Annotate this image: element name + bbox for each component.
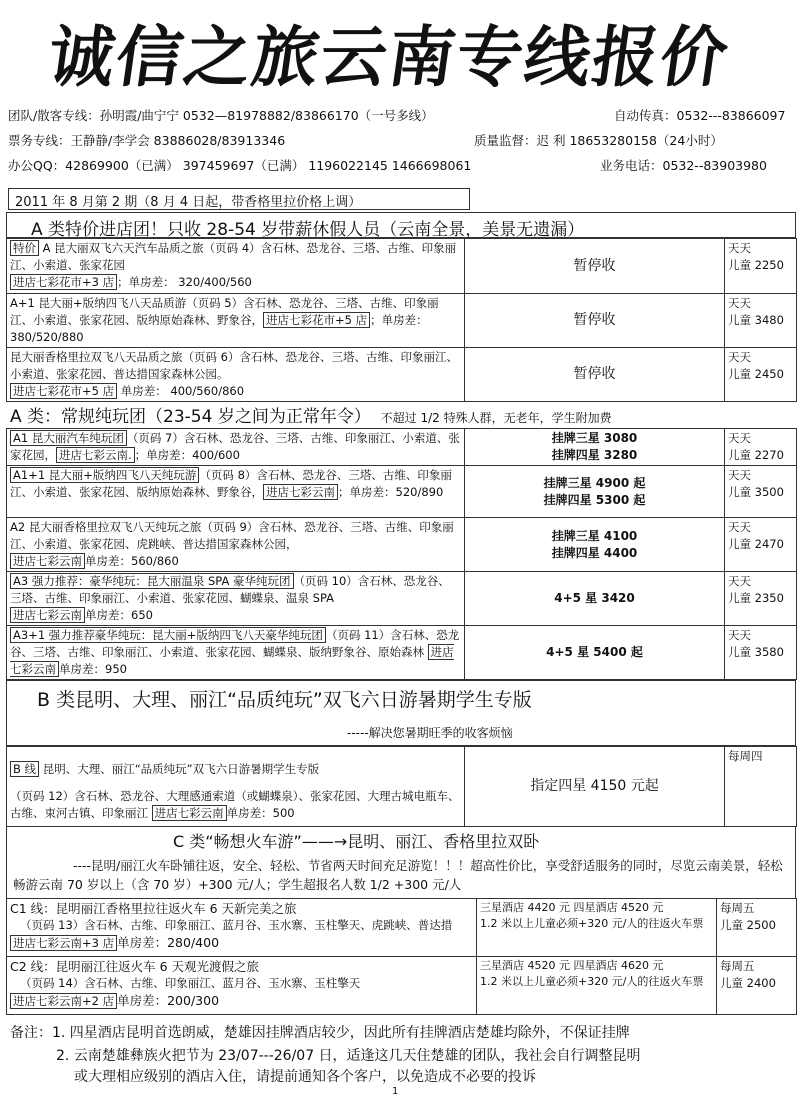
- table-row: [7, 466, 797, 518]
- shop-label: 进店七彩云南: [263, 484, 338, 500]
- shop-label: 进店七彩云南+3 店: [10, 935, 117, 951]
- room-diff: 单房差：560/860: [85, 554, 179, 568]
- page-number: 1: [392, 1086, 399, 1097]
- price-3star: 挂牌三星 4900 起: [543, 475, 646, 490]
- child-price: 儿童 2470: [728, 537, 784, 551]
- price-3star: 挂牌三星 4100: [551, 528, 638, 543]
- page-title: 诚信之旅云南专线报价: [43, 18, 735, 96]
- price-cell: 暂停收: [465, 294, 725, 348]
- note-1: 1. 四星酒店昆明首选朗威，楚雄因挂牌酒店较少，因此所有挂牌酒店楚雄均除外，不保证挂牌: [52, 1025, 630, 1041]
- room-diff: ；单房差：400/600: [134, 448, 240, 462]
- price-4star: 挂牌四星 3280: [551, 448, 638, 462]
- room-diff: 单房差：950: [59, 662, 127, 676]
- issue-banner: 2011 年 8 月第 2 期（8 月 4 日起，带香格里拉价格上调）: [8, 188, 470, 210]
- price-3star: 挂牌三星 3080: [551, 431, 638, 445]
- room-diff: 单房差：500: [226, 806, 295, 820]
- row-title: 昆明、大理、丽江“品质纯玩”双飞六日游暑期学生专版: [42, 762, 320, 776]
- days-label: 每周五: [720, 959, 755, 973]
- section-b-subtitle: -----解决您暑期旺季的收客烦恼: [347, 726, 513, 740]
- notes-line-1: [10, 1022, 630, 1042]
- row-text: （页码 7）含石林、恐龙谷、三塔、古维、印象丽江、小索道、张家花园，: [10, 431, 460, 462]
- child-price: 儿童 2350: [728, 591, 784, 605]
- days-label: 每周五: [720, 901, 755, 915]
- hotel-prices: 三星酒店 4520 元 四星酒店 4620 元: [480, 959, 664, 972]
- contact-line-3: [8, 156, 798, 174]
- child-price: 儿童 2250: [728, 258, 784, 272]
- child-price: 儿童 2450: [728, 367, 784, 381]
- days-label: 每周四: [725, 747, 797, 827]
- table-row: [7, 747, 797, 827]
- tag-label: A1+1 昆大丽+版纳四飞八天纯玩游: [10, 467, 199, 483]
- note-2a: 2. 云南楚雄彝族火把节为 23/07---26/07 日，适逢这几天住楚雄的团队，我社会自行调整昆明: [56, 1048, 641, 1064]
- table-row: [7, 899, 797, 957]
- row-text: （页码 8）含石林、恐龙谷、三塔、古维、印象丽江、小索道、张家花园、版纳原始森林、野象谷，: [10, 468, 452, 499]
- room-diff: 单房差：650: [85, 608, 153, 622]
- price-4star: 挂牌四星 5300 起: [543, 492, 646, 507]
- price-cell: 指定四星 4150 元起: [465, 747, 725, 827]
- section-c-intro: ----昆明/丽江火车卧铺往返，安全、轻松、节省两天时间充足游览！！！超高性价比，享受舒适服务的同时，尽览云南美景，轻松畅游云南 70 岁以上（含 70 岁）+300 元/人；学生超报名人数 1/2 +300 元/人: [13, 858, 783, 892]
- days-label: 天天: [728, 350, 751, 364]
- shop-label: 进店七彩花市+5 店: [263, 312, 370, 328]
- row-text: （页码 13）含石林、古维、印象丽江、蓝月谷、玉水寨、玉柱擎天、虎跳峡、普达措: [20, 918, 453, 932]
- row-text: 昆大丽香格里拉双飞八天品质之旅（页码 6）含石林、恐龙谷、三塔、古维、印象丽江、小索道、张家花园、普达措国家森林公园。: [10, 350, 458, 381]
- tag-label: A3+1 强力推荐豪华纯玩：昆大丽+版纳四飞八天豪华纯玩团: [10, 627, 326, 643]
- child-price: 儿童 3580: [728, 645, 784, 659]
- row-text: A 昆大丽双飞六天汽车品质之旅（页码 4）含石林、恐龙谷、三塔、古维、印象丽江、小索道、张家花园: [10, 241, 457, 272]
- row-text: （页码 14）含石林、古维、印象丽江、蓝月谷、玉水寨、玉柱擎天: [20, 976, 361, 990]
- price-45star: 4+5 星 5400 起: [546, 645, 643, 659]
- section-a1-header: A 类特价进店团！只收 28-54 岁带薪休假人员（云南全景，美景无遗漏）: [6, 212, 796, 238]
- room-diff: 单房差：200/300: [117, 993, 220, 1008]
- shop-label: 进店七彩花市+5 店: [10, 383, 117, 399]
- table-row: [7, 429, 797, 466]
- shop-label: 进店七彩云南+2 店: [10, 993, 117, 1009]
- section-b-header: [6, 680, 796, 746]
- section-a2-header: [6, 400, 796, 426]
- child-price: 儿童 3480: [728, 313, 784, 327]
- row-title: C2 线：昆明丽江往返火车 6 天观光渡假之旅: [10, 959, 260, 974]
- section-c-table: [6, 898, 797, 1015]
- room-diff: ；单房差： 320/400/560: [117, 275, 252, 289]
- hotel-prices: 三星酒店 4420 元 四星酒店 4520 元: [480, 901, 664, 914]
- section-b-title: B 类昆明、大理、丽江“品质纯玩”双飞六日游暑期学生专版: [37, 689, 532, 711]
- shop-label: 进店七彩云南: [10, 607, 85, 623]
- room-diff: 单房差： 400/560/860: [120, 384, 245, 398]
- child-ticket-note: 1.2 米以上儿童必须+320 元/人的往返火车票: [480, 917, 704, 930]
- shop-label: 进店七彩云南: [10, 553, 85, 569]
- shop-label: 进店七彩花市+3 店: [10, 274, 117, 290]
- child-price: 儿童 2270: [728, 448, 784, 462]
- room-diff: 单房差：280/400: [117, 935, 220, 950]
- child-ticket-note: 1.2 米以上儿童必须+320 元/人的往返火车票: [480, 975, 704, 988]
- row-text: A2 昆大丽香格里拉双飞八天纯玩之旅（页码 9）含石林、恐龙谷、三塔、古维、印象丽江、小索道、张家花园、虎跳峡、普达措国家森林公园，: [10, 520, 454, 551]
- table-row: [7, 348, 797, 402]
- note-2b: 或大理相应级别的酒店入住，请提前通知各个客户，以免造成不必要的投诉: [74, 1069, 536, 1085]
- table-row: [7, 572, 797, 626]
- days-label: 天天: [728, 520, 751, 534]
- row-text: （页码 11）含石林、恐龙谷、三塔、古维、印象丽江、小索道、张家花园、蝴蝶泉、版纳野象谷、原始森林: [10, 628, 460, 659]
- section-a2-note: 不超过 1/2 特殊人群，无老年，学生附加费: [380, 411, 612, 425]
- office-qq: 办公QQ：42869900（已满） 397459697（已满） 1196022145 1466698061: [8, 158, 472, 173]
- row-text: （页码 12）含石林、恐龙谷、大理感通索道（或蝴蝶泉）、张家花园、大理古城电瓶车、古维、束河古镇、印象丽江: [10, 789, 460, 820]
- price-45star: 4+5 星 3420: [554, 591, 635, 605]
- notes-label: 备注：: [10, 1025, 52, 1041]
- tag-label: A1 昆大丽汽车纯玩团: [10, 430, 127, 446]
- shop-label: 进店七彩云南: [152, 805, 227, 821]
- days-label: 天天: [728, 241, 751, 255]
- table-row: [7, 626, 797, 680]
- shop-label: 进店七彩云南.: [56, 447, 135, 463]
- tag-label: B 线: [10, 761, 39, 777]
- table-row: [7, 294, 797, 348]
- tag-label: 特价: [10, 240, 39, 256]
- room-diff: ；单房差：380/520/880: [10, 313, 428, 344]
- auto-fax: 自动传真：0532---83866097: [614, 108, 786, 123]
- days-label: 天天: [728, 296, 751, 310]
- table-row: [7, 957, 797, 1015]
- room-diff: ；单房差：520/890: [338, 485, 444, 499]
- section-a2-title: A 类：常规纯玩团（23-54 岁之间为正常年令）: [10, 407, 371, 427]
- row-title: C1 线：昆明丽江香格里拉往返火车 6 天新完美之旅: [10, 901, 297, 916]
- days-label: 天天: [728, 468, 751, 482]
- table-row: [7, 518, 797, 572]
- section-a2-table: [6, 428, 797, 680]
- shop-label: 进店七彩云南: [10, 645, 454, 676]
- section-b-table: [6, 746, 797, 827]
- child-price: 儿童 3500: [728, 485, 784, 499]
- price-cell: 暂停收: [465, 348, 725, 402]
- contact-line-1: [8, 106, 798, 124]
- quality-supervision: 质量监督：迟 利 18653280158（24小时）: [474, 133, 723, 148]
- days-label: 天天: [728, 431, 751, 445]
- row-text: （页码 10）含石林、恐龙谷、三塔、古维、印象丽江、小索道、张家花园、蝴蝶泉、温泉 SPA: [10, 574, 450, 605]
- section-c-header: [6, 826, 796, 898]
- table-row: [7, 239, 797, 294]
- price-cell: 暂停收: [465, 239, 725, 294]
- group-hotline: 团队/散客专线：孙明霞/曲宁宁 0532—81978882/83866170（一号多线）: [8, 108, 434, 123]
- ticket-hotline: 票务专线：王静静/李学会 83886028/83913346: [8, 133, 286, 148]
- child-price: 儿童 2400: [720, 976, 776, 990]
- days-label: 天天: [728, 574, 751, 588]
- row-text: A+1 昆大丽+版纳四飞八天品质游（页码 5）含石林、恐龙谷、三塔、古维、印象丽江、小索道、张家花园、版纳原始森林、野象谷，: [10, 296, 439, 327]
- price-4star: 挂牌四星 4400: [551, 545, 638, 560]
- tag-label: A3 强力推荐：豪华纯玩：昆大丽温泉 SPA 豪华纯玩团: [10, 573, 294, 589]
- contact-line-2: [8, 131, 798, 149]
- days-label: 天天: [728, 628, 751, 642]
- section-a1-table: [6, 238, 797, 402]
- child-price: 儿童 2500: [720, 918, 776, 932]
- business-phone: 业务电话：0532--83903980: [600, 158, 767, 173]
- section-c-title: C 类“畅想火车游”——→昆明、丽江、香格里拉双卧: [173, 832, 540, 851]
